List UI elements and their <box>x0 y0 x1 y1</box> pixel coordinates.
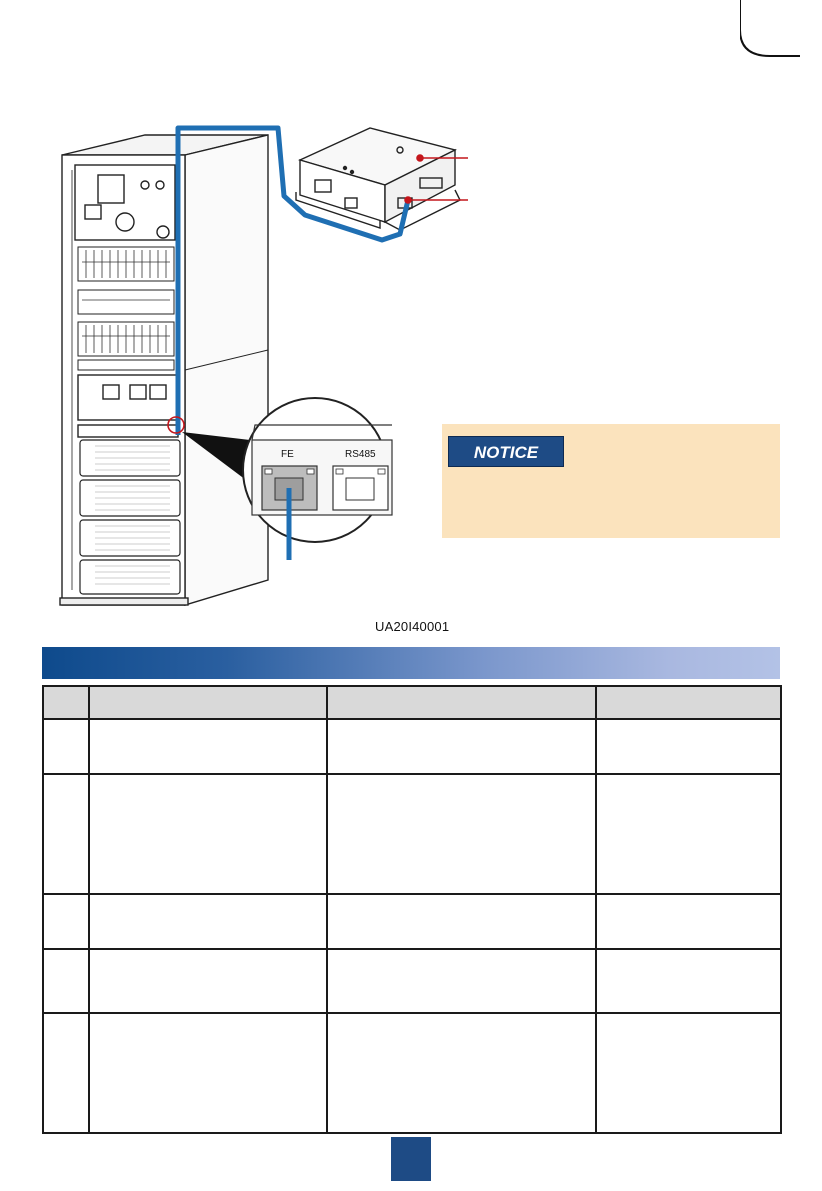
table-row <box>43 894 781 949</box>
section-header-band <box>42 647 780 679</box>
table-cell <box>596 1013 781 1133</box>
figure-id: UA20I40001 <box>375 619 450 634</box>
table-header-cell <box>327 686 596 719</box>
ups-cabinet-illustration <box>60 135 268 605</box>
table-cell <box>89 894 327 949</box>
table-row <box>43 719 781 774</box>
table-cell <box>43 719 89 774</box>
table-cell <box>89 774 327 894</box>
table-cell <box>43 1013 89 1133</box>
notice-label: NOTICE <box>448 436 564 467</box>
table-cell <box>327 1013 596 1133</box>
table-cell <box>43 894 89 949</box>
table-cell <box>43 774 89 894</box>
sensor-box-illustration <box>296 128 460 230</box>
table-cell <box>596 719 781 774</box>
table-cell <box>89 719 327 774</box>
table-header-cell <box>89 686 327 719</box>
table-cell <box>89 949 327 1013</box>
table-cell <box>327 719 596 774</box>
table-cell <box>596 774 781 894</box>
port-label-rs485: RS485 <box>345 449 376 460</box>
table-row <box>43 774 781 894</box>
rj45-port-icon <box>333 466 388 510</box>
port-label-fe: FE <box>281 449 294 460</box>
table-row <box>43 949 781 1013</box>
table-cell <box>596 894 781 949</box>
table-cell <box>43 949 89 1013</box>
components-table <box>42 685 782 1134</box>
table-header-cell <box>43 686 89 719</box>
page-number-marker <box>391 1137 431 1181</box>
table-cell <box>327 774 596 894</box>
table-row <box>43 1013 781 1133</box>
table-cell <box>327 949 596 1013</box>
table-cell <box>89 1013 327 1133</box>
table-header-cell <box>596 686 781 719</box>
table-header-row <box>43 686 781 719</box>
table-cell <box>596 949 781 1013</box>
table-cell <box>327 894 596 949</box>
